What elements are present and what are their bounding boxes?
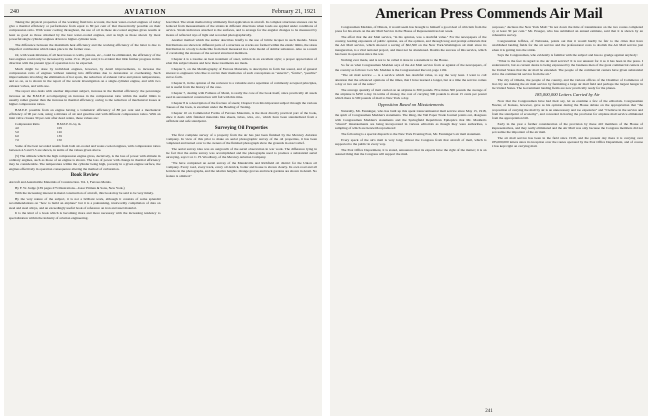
right-column-1 — [335, 25, 487, 158]
paragraph: Much might be done by individual engines, however, by detail improvements, to increase the compression ratio of engines without running into difficulties due to detonation or overheating. Such improvements involving the elimination of hot spots, the reduction of exhaust valve and piston temperatures, and so on, as is shown in the report of the recent investigation on a single-cylinder engine, and with two exhaust valves, and with one. — [9, 66, 161, 88]
paragraph: Chapter 6, in the opinion of the reviewer is a valuable and a repetition of commonly accepted principles, but is useful from the history of the case. — [165, 81, 317, 90]
paragraph: described. The strain method may ultimately find application in aircraft. In complex structures stresses can be deduced from measurements of the strains in different directions when loads are applied under conditions of service. Strain indicators attached to the surfaces, and to arrange for the angular changes to be measured by means of reflected rays of light and recorded photographically. — [165, 20, 317, 37]
left-page-number: 240 — [10, 9, 19, 15]
left-date: February 21, 1921 — [271, 9, 316, 15]
left-page — [4, 4, 322, 416]
article-title: American Press Commends Air Mail — [375, 6, 603, 22]
paragraph: The average quantity of mail carried on an airplane is 300 pounds. Five times 300 pounds the average of the airplane is $250 a day. In terms of money, the cost of carrying 300 pounds is about 15 cents per pound which there is 500 pounds of mail to New York a day. — [335, 87, 487, 101]
paragraph: Taking the physical properties of the working fluid into account, the heat water-cooled engines of today give a thermal efficiency or performance from equal to 80 per cent of that theoretically possible on their compression ratio. With water cooling throughout, the use of oil in these air-cooled engines gives results at least as good as those obtained by the best water-cooled engines, and as high as those shown by most powerful single cylinder engines driven to higher-cylinder tests. — [9, 20, 161, 41]
paragraph: purposes," declares the New York Mail: "In not down the time of transmission on the two routes completed by at least 30 per cent." Mr. Praeger, who has submitted an annual estimate, said that it is shown by an exhaustive survey. — [491, 25, 643, 38]
paragraph: By F. W. Judge (139 pages 275 illustrations—Isaac Pitman & Sons, New York.) — [15, 185, 125, 190]
paragraph: "The air mail service — is a service which has doubtful value, to say the very least. I want to call attention that the advanced opinions of the times, that I have learned a longer, but at a time the service comes a day or two out of the sales." — [335, 73, 487, 86]
left-magazine-name: AVIATION — [124, 8, 167, 16]
left-running-head — [4, 4, 322, 17]
table-row — [15, 138, 161, 142]
book-review-heading: Book Review — [70, 172, 99, 178]
table-cell: 139 — [57, 134, 62, 139]
paragraph: B.M.E.P. possible from an engine having a volumetric efficiency of 88 per cent and a mechanical efficiency of 90 per cent, using a mixture of air and gasoline and with different compression ratios. With an inlet valve closure 30 per cent after dead centre, these values are: — [9, 107, 161, 121]
table-header: Compression Ratio — [15, 122, 40, 127]
paragraph: So far as what Congressman Madden says of the Air Mail service from or against of the newspapers, of the country as follows: Gov Mr. Madden is the Congressional Record, page 1192. — [335, 63, 487, 72]
left-column-1 — [9, 20, 161, 221]
table-cell: 4.0 — [15, 126, 19, 131]
paragraph: Chapter 10 on Commercial Forms of Ferrous Materials, is the most directly practical part of the book, since it deals with finished materials like sheets, tubes, wire, etc., which have been standardized from a sufficient and safe standpoint. — [165, 111, 317, 124]
table-cell: 126 — [57, 130, 62, 135]
paragraph: Congressman Madden, of Illinois, it would seem has brought to himself a good deal of criticism from the press for his attack on the Air Mail Service in the House of Representatives last week. — [335, 25, 487, 34]
paragraph: The difference between the maximum heat efficiency and the working efficiency of the latter is due to imperfect combustion which takes place in the former case. — [9, 42, 161, 51]
paragraph: By the very nature of the subject, it is not a brilliant work, although it consists of some splendid recommendations on "how to build an airplane" but it is a painstaking, trustworthy compilation of data on steel and steel alloys, and an exceedingly useful book of reference on iron and steel material. — [9, 197, 161, 210]
paragraph: Early in the year a further consideration of the provision by these 410 members of the House of Representatives, and they really eliminated and the Air Mail was only because the Congress members did not yet realize the important of the air mail. — [491, 121, 643, 135]
table-cell: 109 — [57, 126, 62, 131]
paragraph: Chapter 5, on the Metallography of Ferrous Materials, is descriptive in form but sound, and of general interest to engineers who like to revive their memories of such conceptions as "eutectic", "ferrite", "pearlite" and so forth. — [165, 66, 317, 80]
paragraph: Congressman Jeffries, of Nebraska, points out that it would hardly be fair to the cities that have established landing fields for the air service and the professional costs to abolish the Air Mail service just when it is getting into the stride. — [491, 39, 643, 52]
paragraph: The air mail service has been in the field since 1918, and the present day there it is carrying over 185,000,000 letters since its inception over the routes operated by the Post Office Department, and of course it has kept right on carrying mail. — [491, 136, 643, 149]
paragraph: Nothing ever made, and is not to be called it done in a statement to the House. — [341, 57, 449, 62]
paragraph: Chapter 7, dealing with Failures of Metal, is really the core of the book itself, since practically all steels used in aeronautical construction will fail with this time. — [165, 91, 317, 100]
table-cell: 7.0 — [15, 138, 19, 143]
paragraph: Chapter 8 is a description of the fracture of steels; Chapter 9 on this important subject through the various clauses of the book, is excellent under the Heading of Testing. — [165, 101, 317, 110]
paragraph: Or, with weak mixtures, if all heat losses to walls, pistons, etc., could be eliminated, the efficiency of the best engines could only be increased by some 15 to 18 per cent; it is evident that little further progress in this direction with the present type of operation is to be expected. — [9, 52, 161, 66]
right-column-2 — [492, 25, 644, 158]
surveying-heading: Surveying Oil Properties — [214, 125, 268, 131]
right-page — [330, 4, 648, 416]
table-cell: 6.0 — [15, 134, 19, 139]
letters-heading: 185,000,000 Letters Carried by Air — [534, 92, 600, 98]
paragraph: "We have completed an aerial survey of the Mandeville and Richfield oil district for the Union oil Company. Every road, every track, every oil derrick, boiler and house is shown clearly. Its own road and all derricks in the photographs, and the relative heights. Orange groves and truck gardens are shown in detail. No feature is omitted." — [165, 161, 317, 178]
paragraph: The report also deals with another important subject, increase in the thermal efficiency: the percentage increase on the B.M.E.P. accompanying an increase in the compression ratio within the useful limits is usually rather greater than the increase in thermal efficiency, owing to the reduction of mechanical losses at higher compression ratios. — [9, 89, 161, 107]
table-cell: 150 — [57, 138, 62, 143]
table-cell: 5.0 — [15, 130, 19, 135]
paragraph: Every speck of the air's mail is very long; almost the Congress from that aircraft of mail, which is supported to the public in every way. — [335, 137, 487, 146]
paragraph: Says the Congressman, who evidently is familiar with the subject and has no grudge against anybody: — [497, 53, 638, 58]
paragraph: Now that the Congressmen have had their say, let us examine a few of the editorials. Congressman Finzler, of Kansas, however, gave as his opinion during the House debate on the appropriation that "the proposition of carrying the mail by air is an unnecessary and too expensive" and "I believe in the service and from the standpoint of economy", and conceded in having the provision for airplane mail service eliminated from the appropriation bill. — [491, 99, 643, 121]
book-subheading: Aircraft and Automobile Materials of Construction. Vol. I, Ferrous Metals. — [9, 179, 112, 184]
paragraph: Naturally, Mr. Fenninger, who has built up this spent transcontinental mail service since May 15, 1918, the spirit of Congressman Madden's statements. The thing, the Vail Paper Trade Journal points out, disagrees with Congressman Madden's statements and the Springfield Republican Epileptics that Mr. Madden's "absurd" misstatements are being incorporated in various editorials as though they were authorities, a sampling of which are herewith reproduced: — [335, 109, 487, 131]
table-header: B.M.E.P. lb./sq. in. — [57, 122, 82, 127]
paragraph: (5) The altitude which the high compression engine gives, decisively, is the loss of power with altitude in ordinary engines, such as those of an engine is shown. The loss of power with change in thermal efficiency may be considerable. The temperature within the cylinder being high, porosity in a given engine surface, the engines effectively in operation consequence altering the method of carburation. — [9, 154, 161, 171]
right-page-number: 241 — [485, 409, 493, 414]
paragraph: It is the kind of a book which is becoming more and more necessary with the increasing tendency to specialization within the industry of aviation engineering. — [9, 211, 161, 220]
paragraph: "What is the feet in regard to the air mail service? It is not unusual for it as it has been in the press. I understand it, but as current desire is being expressed by the business men of the great commercial centers of the United States that the air mail be extended. The people of the commercial centers have given substantial aid to the commercial service from the air." — [491, 59, 643, 76]
paragraph: The aerial survey idea was an outgrowth of the aerial observation in war work. The difference lying in the fact that the entire survey was accomplished and the photographs used to produce a substantial aerial surveying, says Col. C. H. Woodbury, of the Mercury Aviation Company. — [165, 146, 317, 160]
compression-table — [15, 122, 161, 142]
paragraph: The Post Office Department, it is stated, announces that its experts have the right of the matter; it is an assured thing that the Congress will support the mail. — [335, 147, 487, 156]
paragraph: Some of the best recorded results from both air-cooled and water-cooled engines, with compression ratios between 4.5 and 5.5 are shown, in terms of the values given above. — [9, 144, 161, 153]
paragraph: Chapter 4 is a treatise on heat treatment of steel, written in an excellent style; a proper appreciation of what this subject means and how these treatments are made. — [165, 56, 317, 66]
paragraph: With the increasing interest in metal construction of aircraft, this book may be said to be very timely. — [15, 191, 154, 196]
left-column-2 — [166, 20, 318, 221]
opposition-heading: Opposition Based on Misstatements — [377, 102, 444, 108]
page-gutter — [322, 0, 326, 420]
paragraph: The effort that the Air Mail service, "in his opinion, was a doubtful value." For the newspapers of the country, leading exponents of public opinion, are of the opinion, and through long and prompt editorials that the Air Mail service, which showed a saving of $62,500 on the New York-Washington air mail since its inauguration, is a vital national project, and must not be abandoned. Doubts the success of this service, which has been in operation since the war. — [335, 35, 487, 56]
paragraph: The city of Omaha, the people of the country, and the various offices of the Chamber of Commerce of that city are making the air mail service by furnishing a large air mail field and perhaps the largest hangar in the United States. The Government landing fields are now practically ready for the planes. — [491, 77, 643, 91]
paragraph: The following is a special dispatch to the New York Evening Post, Mr. Fenninger's air mail statement. — [341, 131, 482, 136]
paragraph: The first complete survey of a property from the air has just been finished by the Mercury Aviation Company. In view of this pilot to make an aerial photographic survey of the oil properties, it has been completed and turned over to the owners of the finished photograph show the grounds in exact relief. — [165, 132, 317, 146]
paragraph: Another method which the author describes briefly is the use of brittle lacquer in such models. Stress distributions are shown in different parts of a structure as cracks are formed within the elastic limits, the stress distribution in a body is deducible from their measured in a wide model of similar substance. Also as a result of correlating the stresses of the several structural members. — [165, 38, 317, 56]
